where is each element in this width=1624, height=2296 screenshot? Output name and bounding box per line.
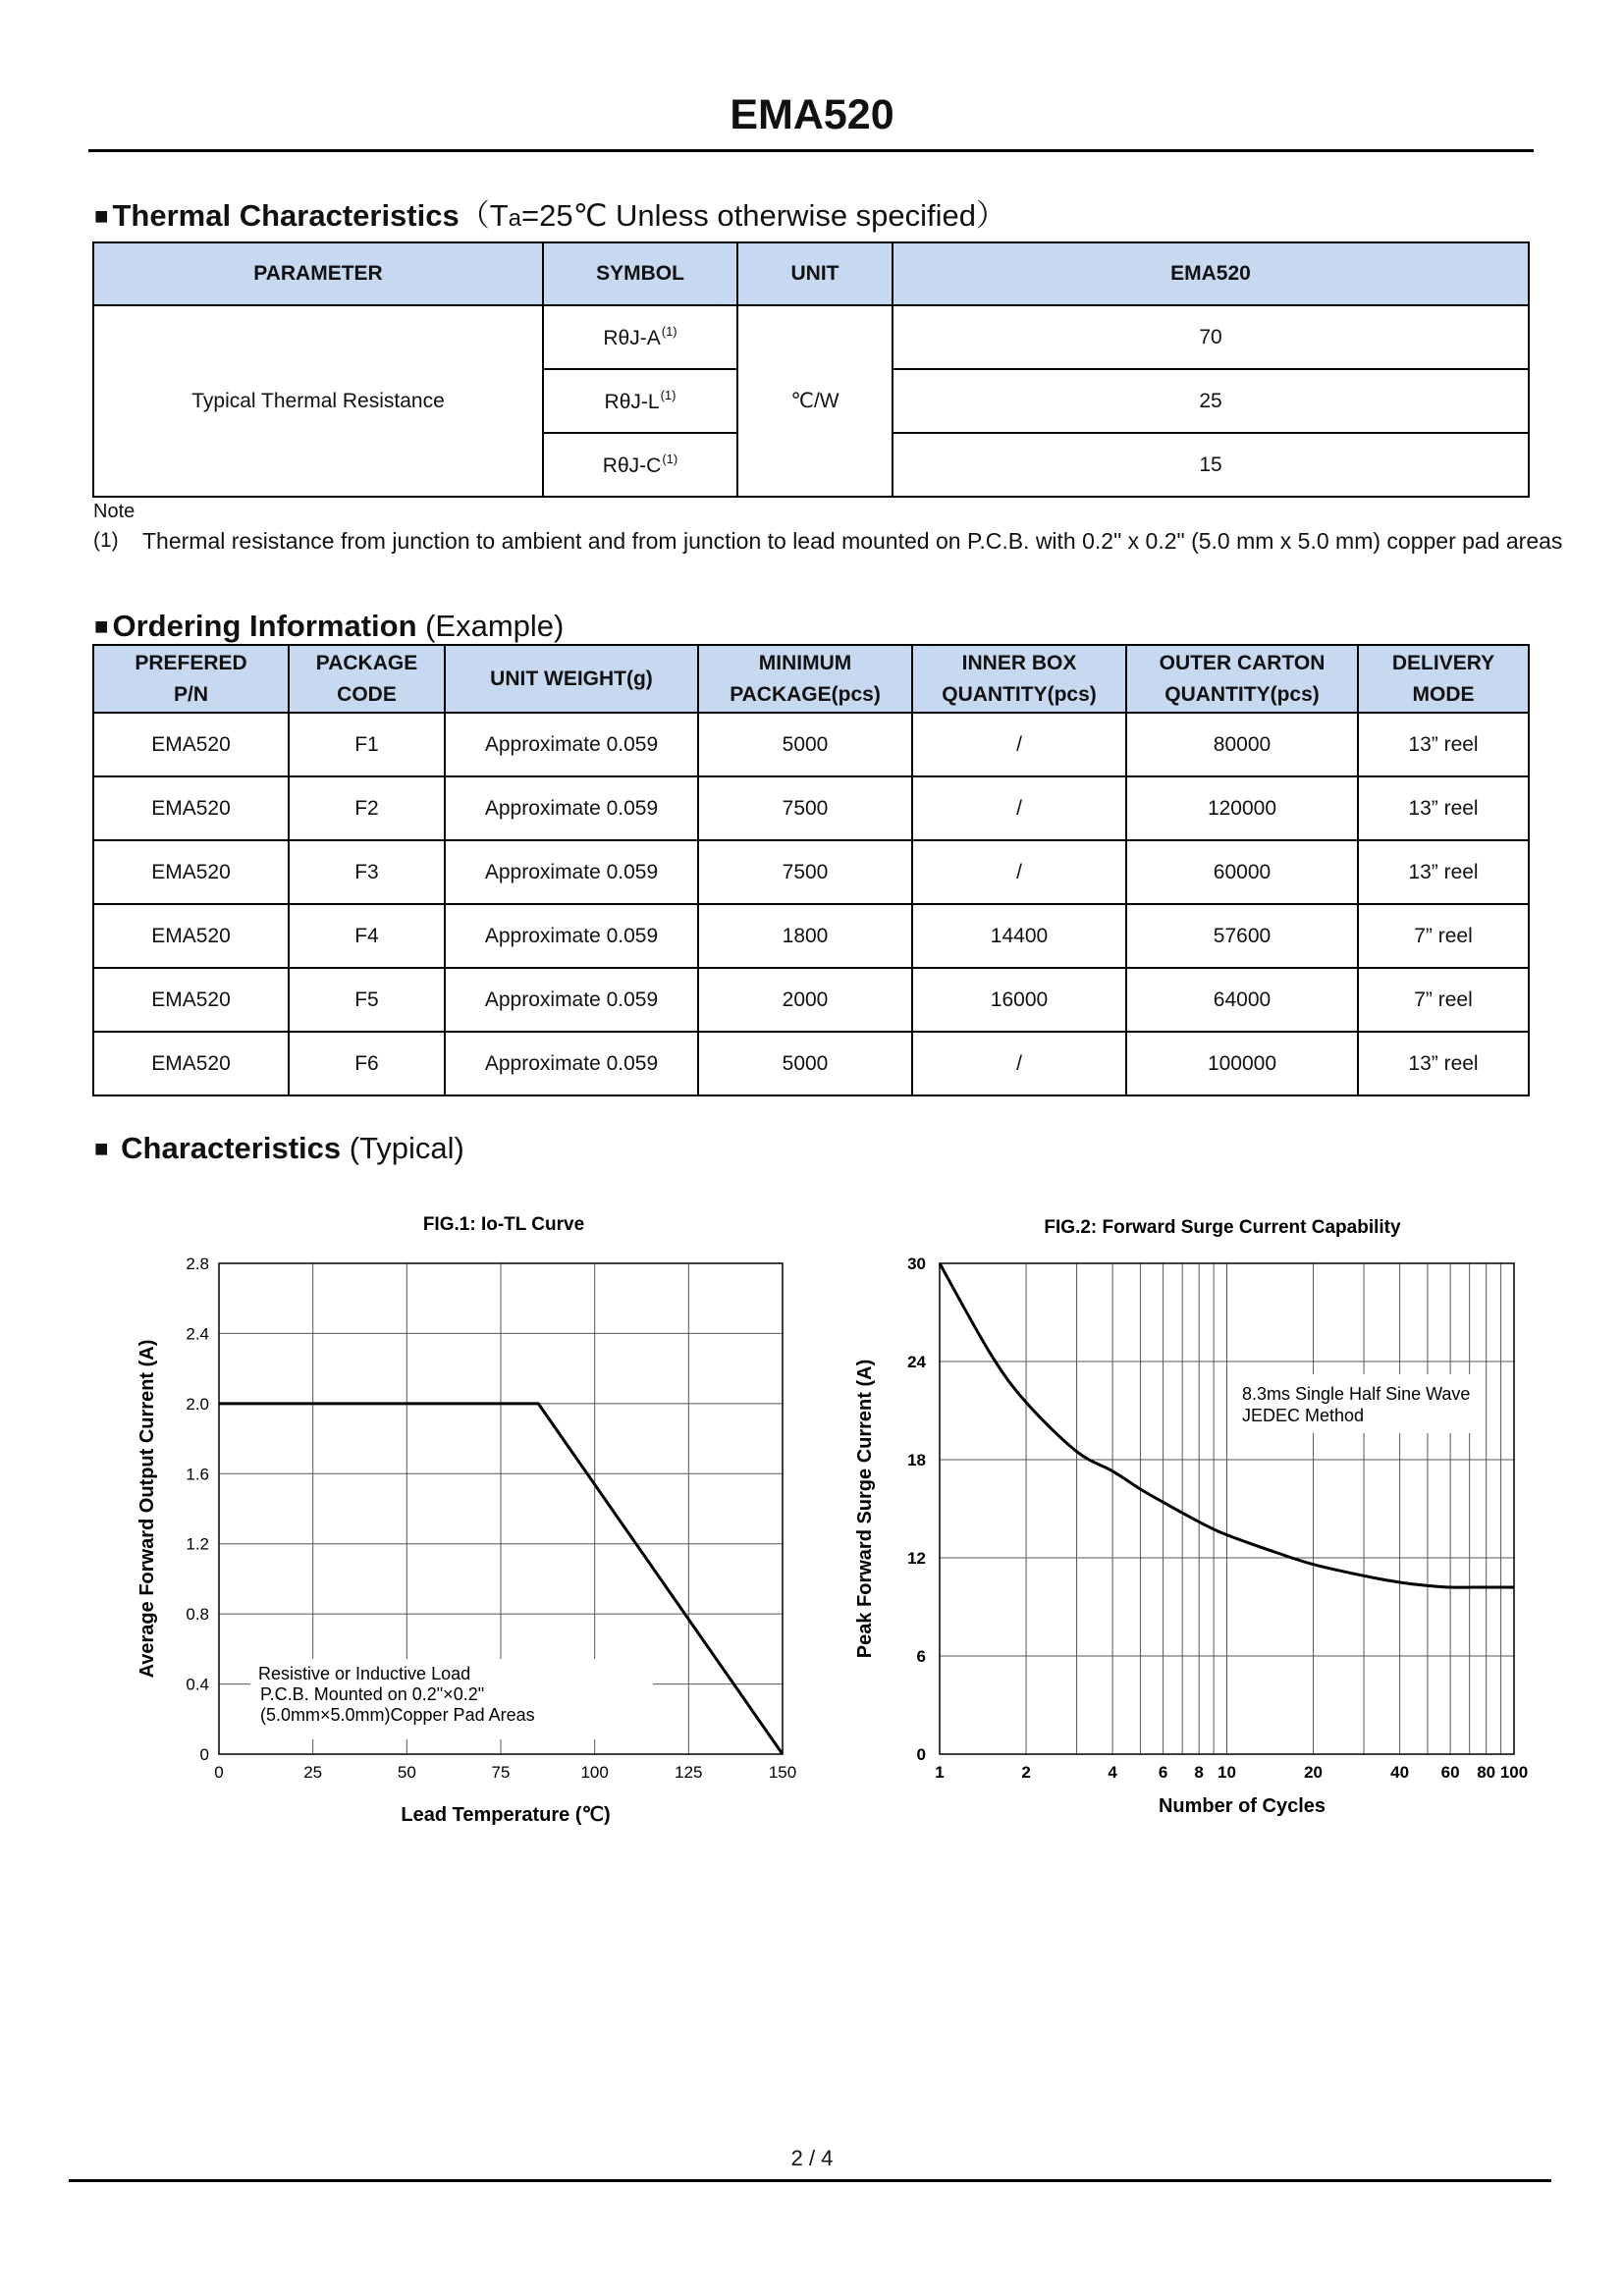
ordering-header-3: [698, 645, 912, 713]
y-tick-label: 12: [907, 1549, 926, 1568]
y-tick-label: 18: [907, 1451, 926, 1469]
ordering-header-line: UNIT WEIGHT(g): [490, 667, 653, 690]
table-cell: /: [912, 776, 1126, 840]
footer-rule: [69, 2179, 1551, 2182]
thermal-value: 70: [893, 305, 1529, 369]
x-tick-label: 10: [1218, 1763, 1236, 1782]
square-bullet-icon: ■: [94, 1136, 109, 1162]
x-tick-label: 100: [580, 1763, 609, 1782]
fig1-title: FIG.1: Io-TL Curve: [422, 1214, 585, 1235]
table-cell: 16000: [912, 968, 1126, 1032]
table-cell: Approximate 0.059: [445, 1032, 698, 1095]
header-rule: [88, 149, 1534, 152]
y-tick-label: 2.4: [186, 1324, 209, 1344]
fig1-annotation-line: Resistive or Inductive Load: [258, 1664, 471, 1683]
ordering-header-line: PACKAGE(pcs): [730, 682, 881, 706]
x-tick-label: 6: [1158, 1763, 1168, 1782]
table-cell: F4: [289, 904, 445, 968]
thermal-header-value: EMA520: [893, 242, 1529, 305]
y-tick-label: 24: [907, 1353, 926, 1371]
thermal-symbol: RθJ-L$^{(1)}$: [543, 369, 737, 433]
thermal-unit: ℃/W: [737, 305, 893, 497]
table-cell: 7” reel: [1358, 968, 1529, 1032]
table-cell: F6: [289, 1032, 445, 1095]
table-row: [93, 840, 1529, 904]
table-cell: /: [912, 840, 1126, 904]
fig2-y-axis-label: Peak Forward Surge Current (A): [854, 1359, 876, 1659]
ordering-header-6: [1358, 645, 1529, 713]
ordering-header-line: CODE: [337, 682, 397, 706]
characteristics-heading: ■ Characteristics (Typical): [94, 1131, 464, 1165]
y-tick-label: 6: [916, 1647, 926, 1666]
fig2-annotation-line: JEDEC Method: [1242, 1406, 1365, 1425]
fig1-y-axis-label: Average Forward Output Current (A): [136, 1339, 158, 1679]
fig1-chart: [108, 1198, 854, 1865]
ordering-header-line: DELIVERY: [1391, 651, 1495, 674]
ordering-header-line: INNER BOX: [961, 651, 1077, 674]
ordering-header-5: [1126, 645, 1358, 713]
table-cell: 14400: [912, 904, 1126, 968]
y-tick-label: 0: [199, 1745, 209, 1764]
ordering-header-4: [912, 645, 1126, 713]
note-text: Thermal resistance from junction to ambient and from junction to lead mounted on P.C.B. with 0.2" x 0.2" (5.0 mm x 5.0 mm) copper pad areas: [142, 528, 1563, 554]
table-cell: 5000: [698, 713, 912, 776]
table-cell: 7” reel: [1358, 904, 1529, 968]
y-tick-label: 1.2: [186, 1534, 209, 1554]
table-row: [93, 904, 1529, 968]
thermal-parameter: Typical Thermal Resistance: [93, 305, 543, 497]
fig1-x-axis-label: Lead Temperature (℃): [401, 1804, 611, 1826]
thermal-value: 15: [893, 433, 1529, 497]
ordering-header-line: PREFERED: [135, 651, 247, 674]
ordering-header-line: MODE: [1412, 682, 1475, 706]
ordering-header-line: QUANTITY(pcs): [1164, 682, 1320, 706]
table-cell: 7500: [698, 840, 912, 904]
table-cell: F2: [289, 776, 445, 840]
table-cell: 80000: [1126, 713, 1358, 776]
table-cell: EMA520: [93, 713, 289, 776]
fig2-x-axis-label: Number of Cycles: [1158, 1795, 1326, 1817]
thermal-note: [93, 497, 1596, 556]
thermal-symbol: RθJ-A$^{(1)}$: [543, 305, 737, 369]
table-cell: 13” reel: [1358, 1032, 1529, 1095]
x-tick-label: 100: [1499, 1763, 1529, 1782]
table-cell: 60000: [1126, 840, 1358, 904]
thermal-value: 25: [893, 369, 1529, 433]
y-tick-label: 0.4: [186, 1675, 209, 1694]
table-cell: 7500: [698, 776, 912, 840]
thermal-header-symbol: SYMBOL: [543, 242, 737, 305]
ordering-header-line: QUANTITY(pcs): [942, 682, 1097, 706]
fig2-chart: [844, 1198, 1561, 1865]
ordering-header-0: [93, 645, 289, 713]
table-cell: 57600: [1126, 904, 1358, 968]
x-tick-label: 2: [1021, 1763, 1031, 1782]
x-tick-label: 25: [303, 1763, 323, 1782]
table-cell: 5000: [698, 1032, 912, 1095]
x-tick-label: 150: [768, 1763, 797, 1782]
thermal-header-parameter: PARAMETER: [93, 242, 543, 305]
fig2-title: FIG.2: Forward Surge Current Capability: [1044, 1217, 1401, 1238]
y-tick-label: 0.8: [186, 1605, 209, 1625]
table-cell: EMA520: [93, 1032, 289, 1095]
ordering-header-line: MINIMUM: [758, 651, 852, 674]
ordering-header-line: OUTER CARTON: [1159, 651, 1326, 674]
ordering-header-line: PACKAGE: [315, 651, 418, 674]
x-tick-label: 75: [491, 1763, 511, 1782]
table-cell: 100000: [1126, 1032, 1358, 1095]
table-cell: 13” reel: [1358, 840, 1529, 904]
y-tick-label: 2.0: [186, 1394, 209, 1414]
x-tick-label: 125: [675, 1763, 703, 1782]
ordering-table: [92, 644, 1530, 1096]
table-cell: /: [912, 713, 1126, 776]
y-tick-label: 2.8: [186, 1255, 209, 1273]
table-cell: 13” reel: [1358, 776, 1529, 840]
x-tick-label: 1: [935, 1763, 945, 1782]
table-cell: F1: [289, 713, 445, 776]
thermal-heading: ■ Thermal Characteristics（Ta=25℃ Unless otherwise specified）: [94, 198, 1007, 233]
x-tick-label: 20: [1304, 1763, 1324, 1782]
thermal-header-unit: UNIT: [737, 242, 893, 305]
y-tick-label: 1.6: [186, 1465, 209, 1484]
ordering-header-2: [445, 645, 698, 713]
ordering-header-1: [289, 645, 445, 713]
table-cell: 2000: [698, 968, 912, 1032]
x-tick-label: 40: [1390, 1763, 1410, 1782]
table-cell: 120000: [1126, 776, 1358, 840]
page-number: 2 / 4: [790, 2146, 834, 2170]
fig1-annotation-line: P.C.B. Mounted on 0.2"×0.2": [260, 1684, 485, 1704]
table-cell: EMA520: [93, 904, 289, 968]
table-cell: 13” reel: [1358, 713, 1529, 776]
x-tick-label: 4: [1108, 1763, 1117, 1782]
table-cell: Approximate 0.059: [445, 776, 698, 840]
y-tick-label: 0: [916, 1745, 926, 1764]
table-cell: F5: [289, 968, 445, 1032]
table-cell: EMA520: [93, 776, 289, 840]
table-row: [93, 968, 1529, 1032]
ordering-heading: ■ Ordering Information (Example): [94, 609, 565, 643]
table-row: [93, 713, 1529, 776]
square-bullet-icon: ■: [94, 614, 109, 640]
fig1-annotation-line: (5.0mm×5.0mm)Copper Pad Areas: [260, 1705, 535, 1725]
table-cell: EMA520: [93, 840, 289, 904]
table-cell: Approximate 0.059: [445, 968, 698, 1032]
x-tick-label: 60: [1440, 1763, 1460, 1782]
table-row: [93, 1032, 1529, 1095]
x-tick-label: 0: [214, 1763, 224, 1782]
x-tick-label: 8: [1194, 1763, 1204, 1782]
thermal-symbol: RθJ-C$^{(1)}$: [543, 433, 737, 497]
thermal-table: [92, 241, 1530, 498]
y-tick-label: 30: [907, 1255, 926, 1273]
fig2-annotation-line: 8.3ms Single Half Sine Wave: [1242, 1384, 1471, 1404]
table-cell: Approximate 0.059: [445, 904, 698, 968]
page-title: EMA520: [730, 91, 894, 138]
table-cell: Approximate 0.059: [445, 713, 698, 776]
x-tick-label: 80: [1477, 1763, 1496, 1782]
ordering-header-line: P/N: [173, 682, 208, 706]
table-cell: EMA520: [93, 968, 289, 1032]
note-number: (1): [93, 529, 119, 552]
note-label: Note: [93, 501, 135, 522]
table-cell: F3: [289, 840, 445, 904]
table-cell: /: [912, 1032, 1126, 1095]
table-cell: Approximate 0.059: [445, 840, 698, 904]
table-row: [93, 776, 1529, 840]
table-cell: 64000: [1126, 968, 1358, 1032]
square-bullet-icon: ■: [94, 203, 109, 230]
x-tick-label: 50: [397, 1763, 416, 1782]
table-cell: 1800: [698, 904, 912, 968]
